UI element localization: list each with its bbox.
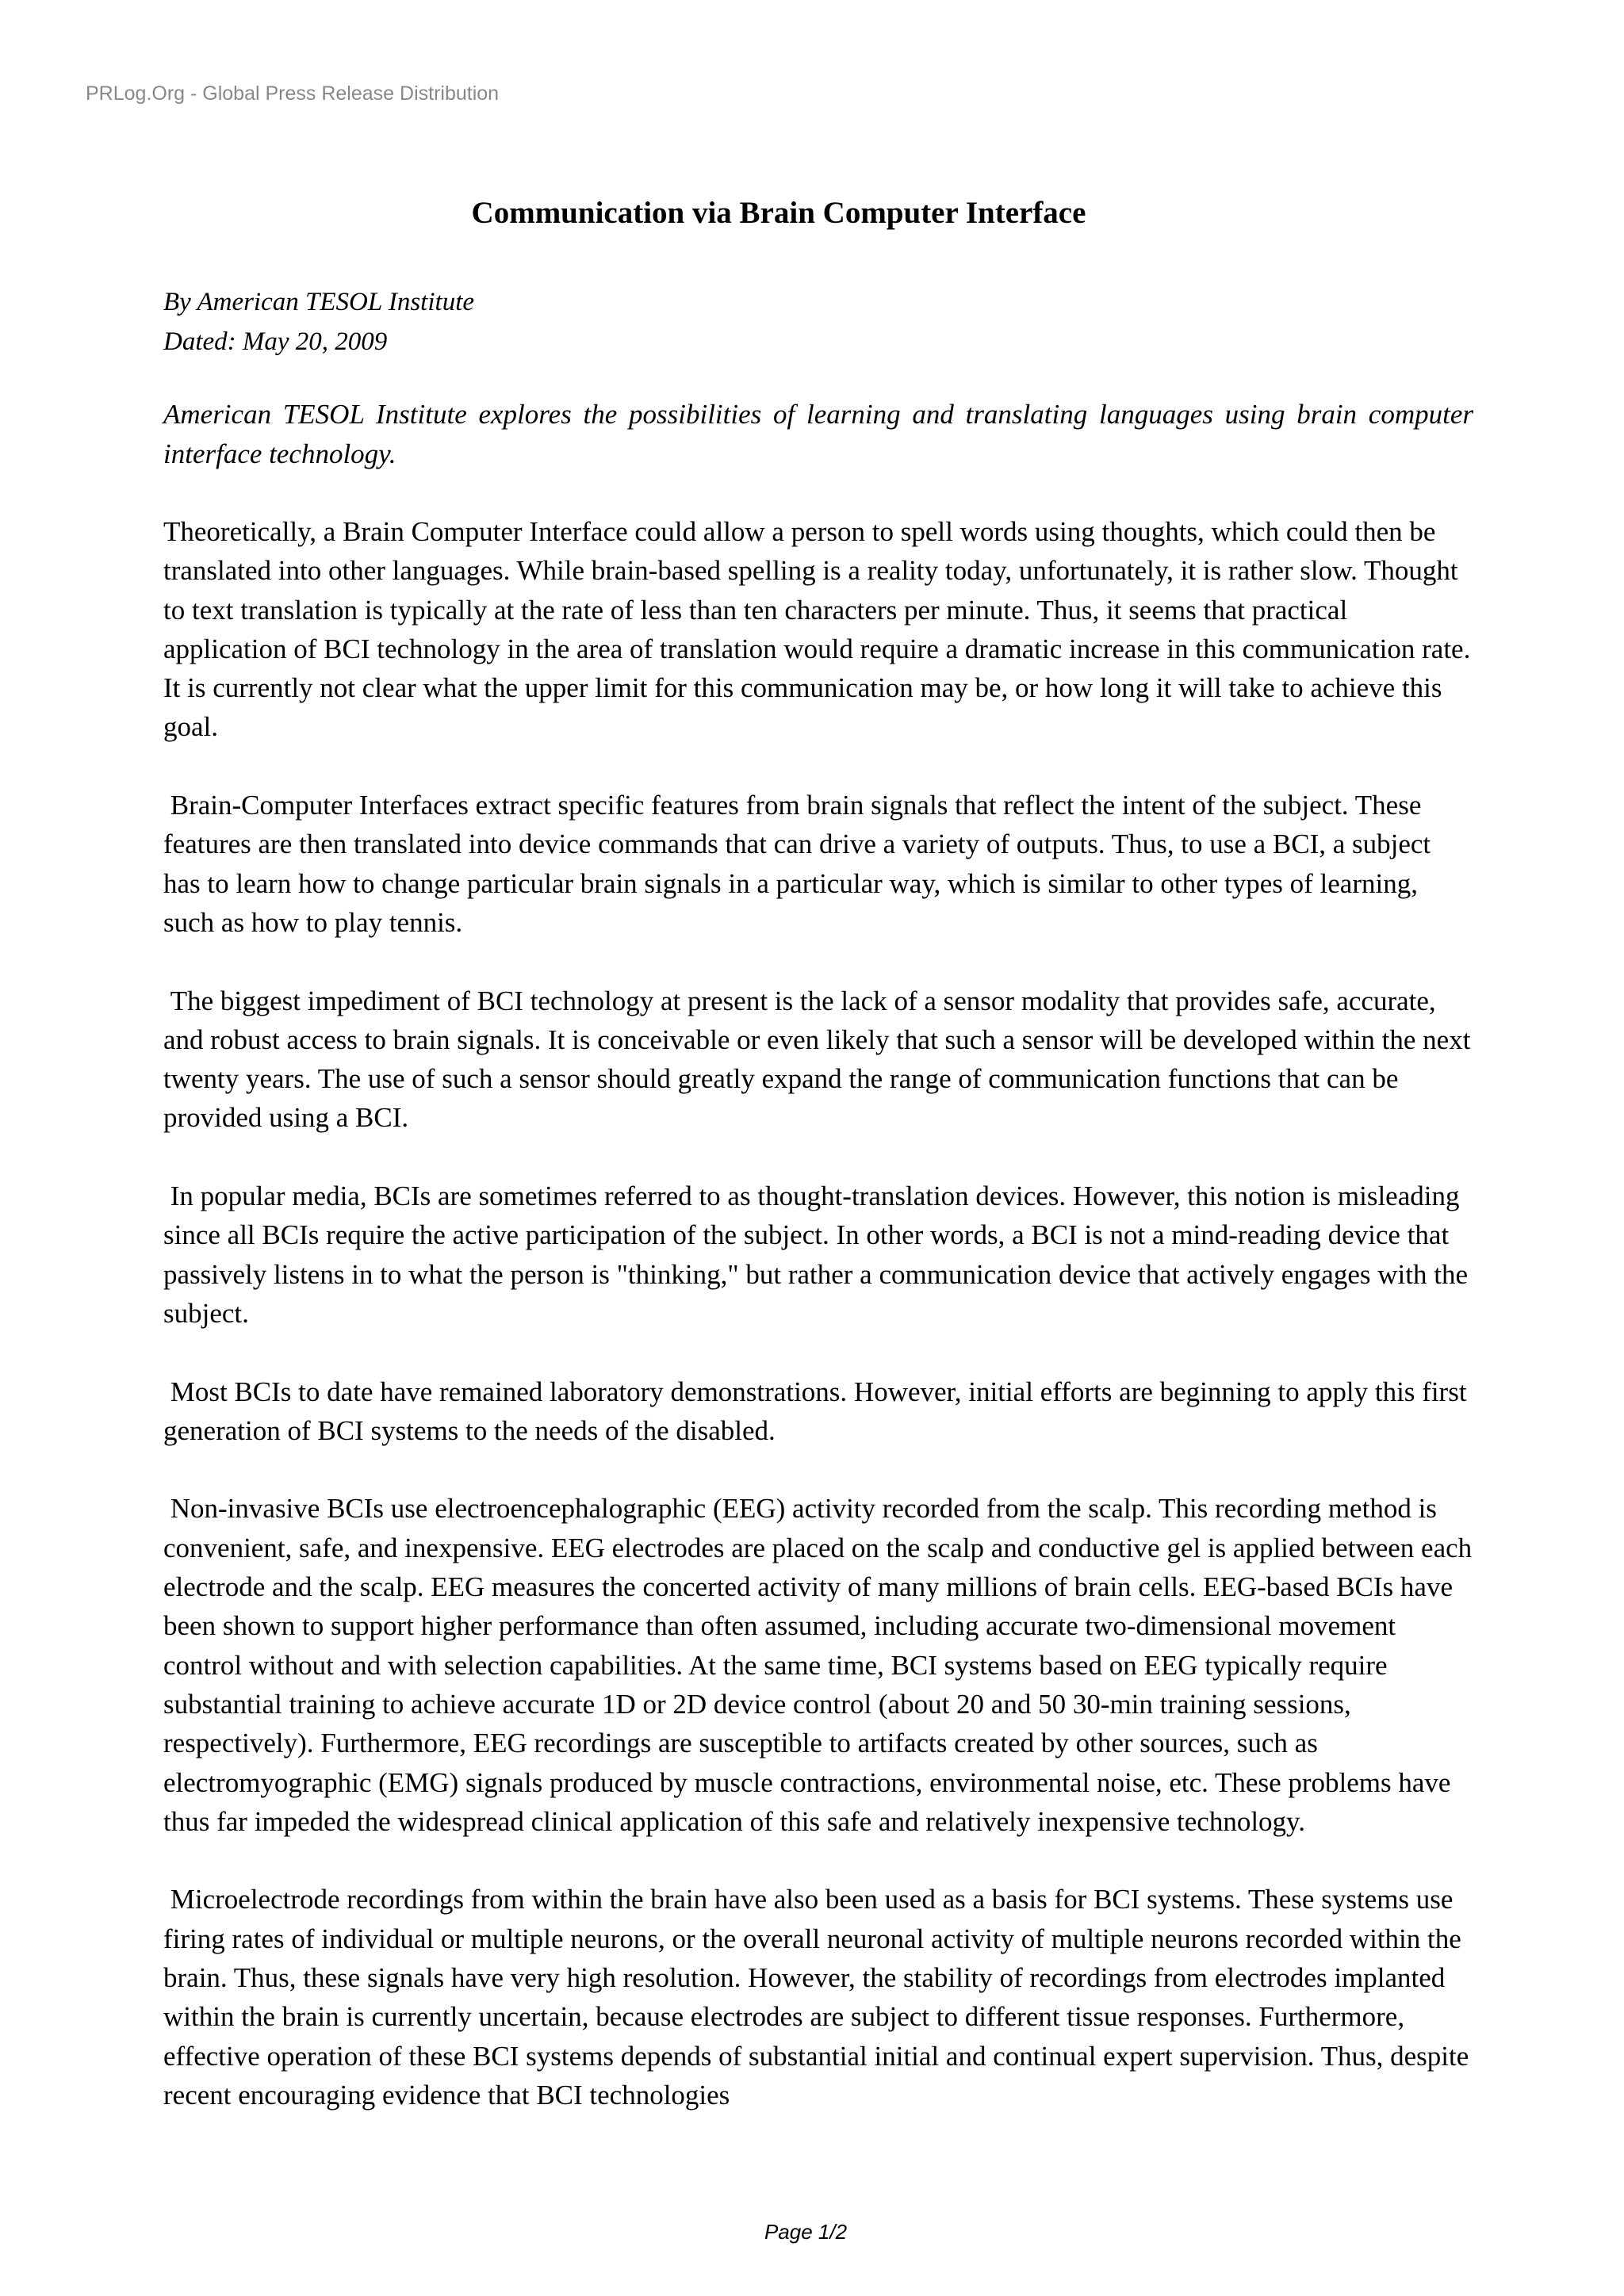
body-paragraph: In popular media, BCIs are sometimes referred to as thought-translation devices. However, this notion is misleading since all BCIs require the active participation of the subject. In other words, a BCI is not a mind-reading device that passively listens in to what the person is "thinking," but rather a communication device that actively engages with the subject. <box>163 1181 1475 1329</box>
body-paragraph: Brain-Computer Interfaces extract specific features from brain signals that reflect the intent of the subject. These features are then translated into device commands that can drive a variety of outputs. Thus, to use a BCI, a subject has to learn how to change particular brain signals in a particular way, which is similar to other types of learning, such as how to play tennis. <box>163 790 1438 938</box>
article-title: Communication via Brain Computer Interface <box>471 196 1086 230</box>
dated: Dated: May 20, 2009 <box>163 327 388 356</box>
page-number: Page 1/2 <box>764 2220 848 2244</box>
body-paragraph: The biggest impediment of BCI technology at present is the lack of a sensor modality that provides safe, accurate, and robust access to brain signals. It is conceivable or even likely that such a sensor will be developed within the next twenty years. The use of such a sensor should greatly expand the range of communication functions that can be provided using a BCI. <box>163 985 1478 1134</box>
body-paragraph: Non-invasive BCIs use electroencephalographic (EEG) activity recorded from the scalp. This recording method is convenient, safe, and inexpensive. EEG electrodes are placed on the scalp and conductive gel is applied between each electrode and the scalp. EEG measures the concerted activity of many millions of brain cells. EEG-based BCIs have been shown to support higher performance than often assumed, including accurate two-dimensional movement control without and with selection capabilities. At the same time, BCI systems based on EEG typically require substantial training to achieve accurate 1D or 2D device control (about 20 and 50 30-min training sessions, respectively). Furthermore, EEG recordings are susceptible to artifacts created by other sources, such as electromyographic (EMG) signals produced by muscle contractions, environmental noise, etc. These problems have thus far impeded the widespread clinical application of this safe and relatively inexpensive technology. <box>163 1493 1479 1837</box>
article-meta <box>163 282 474 362</box>
byline: By American TESOL Institute <box>163 288 475 316</box>
article-summary: American TESOL Institute explores the possibilities of learning and translating languages using brain computer interface technology. <box>163 399 1473 469</box>
body-paragraph: Microelectrode recordings from within the brain have also been used as a basis for BCI systems. These systems use firing rates of individual or multiple neurons, or the overall neuronal activity of multiple neurons recorded within the brain. Thus, these signals have very high resolution. However, the stability of recordings from electrodes implanted within the brain is currently uncertain, because electrodes are subject to different tissue responses. Furthermore, effective operation of these BCI systems depends of substantial initial and continual expert supervision. Thus, despite recent encouraging evidence that BCI technologies <box>163 1884 1477 2110</box>
article-body <box>163 512 1479 2153</box>
body-paragraph: Most BCIs to date have remained laboratory demonstrations. However, initial efforts are beginning to apply this first generation of BCI systems to the needs of the disabled. <box>163 1376 1474 1446</box>
site-header: PRLog.Org - Global Press Release Distribution <box>86 82 500 105</box>
body-paragraph: Theoretically, a Brain Computer Interface could allow a person to spell words using thoughts, which could then be translated into other languages. While brain-based spelling is a reality today, unfortunately, it is rather slow. Thought to text translation is typically at the rate of less than ten characters per minute. Thus, it seems that practical application of BCI technology in the area of translation would require a dramatic increase in this communication rate. It is currently not clear what the upper limit for this communication may be, or how long it will take to achieve this goal. <box>163 516 1478 743</box>
